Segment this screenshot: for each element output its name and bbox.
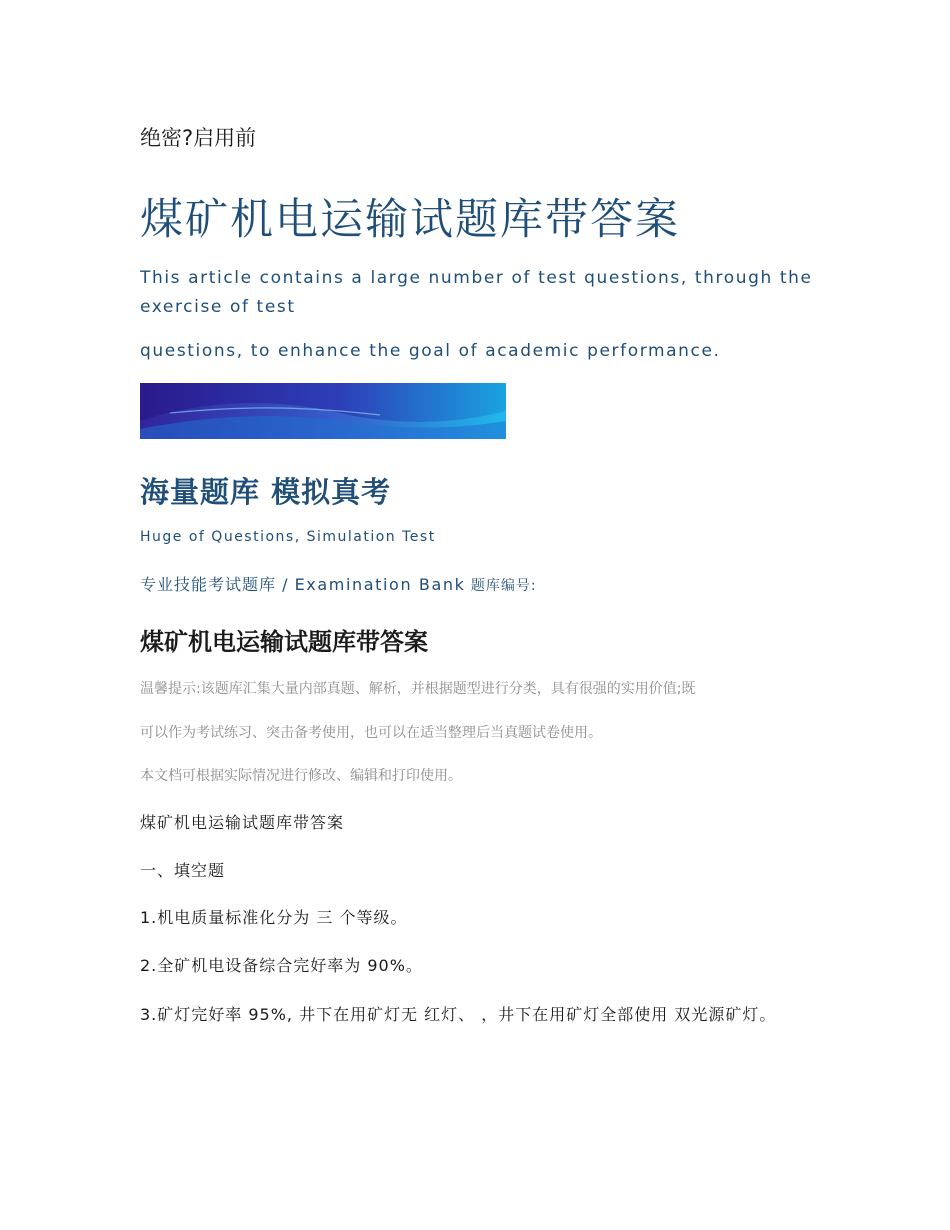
tip-line-1: 温馨提示:该题库汇集大量内部真题、解析，并根据题型进行分类，具有很强的实用价值;既 — [140, 681, 696, 697]
content-subtitle: 煤矿机电运输试题库带答案 — [140, 628, 428, 656]
intro-en-line2: questions, to enhance the goal of academic performance. — [140, 341, 721, 361]
section-title: 一、填空题 — [140, 861, 226, 880]
bank-en: Examination Bank — [294, 575, 466, 594]
bank-separator: / — [276, 575, 295, 594]
question-1: 1.机电质量标准化分为 三 个等级。 — [140, 908, 408, 927]
wave-banner-image — [140, 383, 506, 439]
question-3: 3.矿灯完好率 95%, 井下在用矿灯无 红灯、 ，井下在用矿灯全部使用 双光源矿灯。 — [140, 1005, 777, 1024]
bank-number-label: 题库编号: — [465, 578, 537, 594]
document-title: 煤矿机电运输试题库带答案 — [140, 195, 680, 245]
exam-bank-line — [140, 572, 537, 595]
question-2: 2.全矿机电设备综合完好率为 90%。 — [140, 956, 423, 975]
doc-title: 煤矿机电运输试题库带答案 — [140, 813, 345, 832]
slogan-cn: 海量题库 模拟真考 — [140, 475, 392, 509]
tip-line-2: 可以作为考试练习、突击备考使用，也可以在适当整理后当真题试卷使用。 — [140, 725, 602, 741]
slogan-en: Huge of Questions, Simulation Test — [140, 529, 436, 545]
secret-label: 绝密?启用前 — [140, 126, 257, 150]
intro-en-line1: This article contains a large number of test questions, through the exercise of test — [140, 268, 813, 317]
tip-line-3: 本文档可根据实际情况进行修改、编辑和打印使用。 — [140, 768, 462, 784]
bank-cn: 专业技能考试题库 — [140, 575, 277, 594]
